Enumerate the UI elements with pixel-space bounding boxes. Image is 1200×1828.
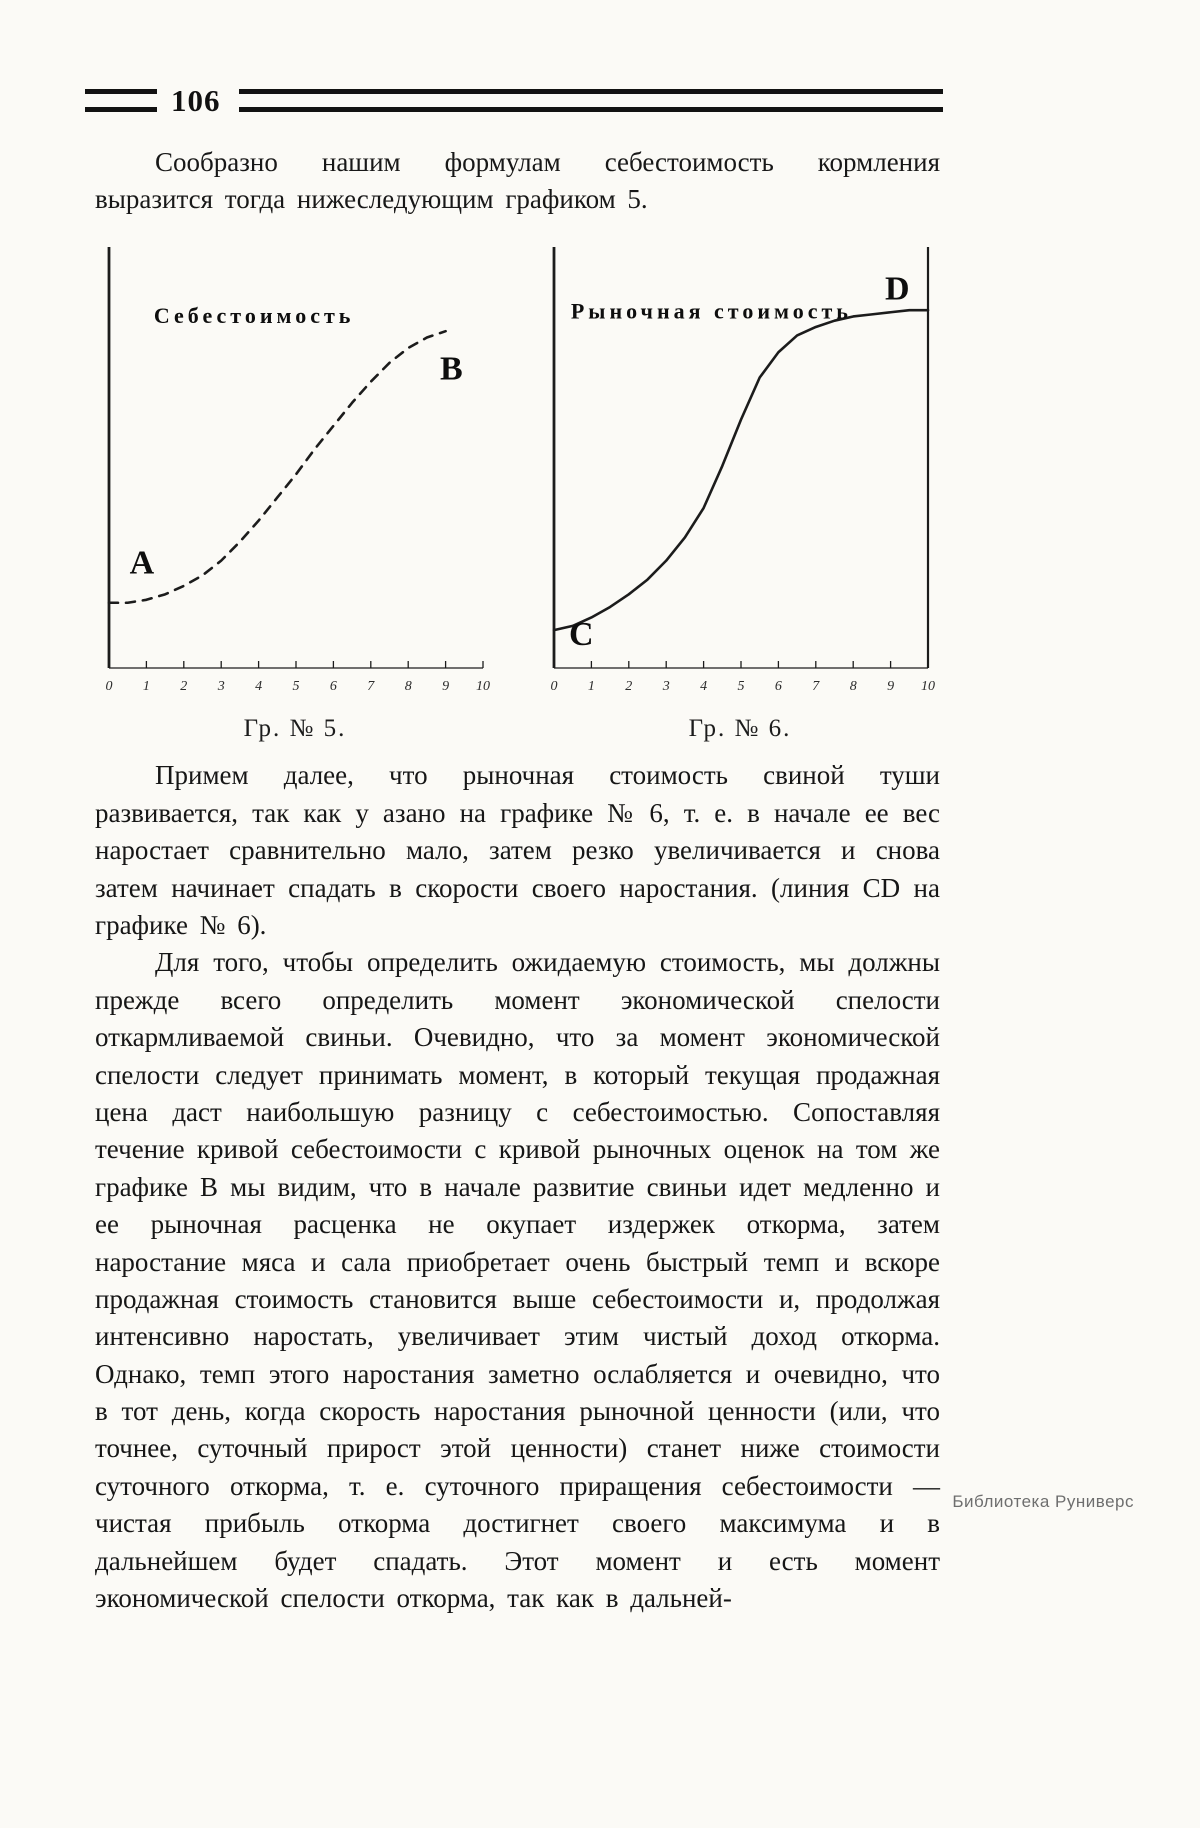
header-rule-left: [85, 89, 157, 112]
cost-curve-chart: [95, 239, 495, 704]
library-watermark: Библиотека Руниверс: [952, 1492, 1134, 1511]
x-tick-label: 9: [442, 679, 450, 695]
chart-6-caption: Гр. № 6.: [688, 715, 792, 743]
point-label-A: A: [129, 544, 155, 582]
x-tick-label: 2: [625, 679, 633, 695]
charts-row: [95, 239, 940, 709]
x-tick-label: 10: [476, 679, 490, 695]
x-tick-label: 4: [255, 679, 263, 695]
x-tick-label: 0: [550, 679, 558, 695]
x-tick-label: 7: [812, 679, 820, 695]
x-tick-label: 3: [662, 679, 670, 695]
chart-title: Рыночная стоимость: [570, 299, 852, 325]
x-tick-label: 10: [921, 679, 935, 695]
chart-5-caption: Гр. № 5.: [243, 715, 347, 743]
chart-figure-5: [95, 239, 495, 709]
x-tick-label: 2: [180, 679, 188, 695]
body-paragraph-1: Примем далее, что рыночная стоимость свиной туши развивается, так как у азано на графике № 6, т. е. в начале ее вес наростает сравнительно мало, затем резко увеличивается и снова затем начинает спадать в скорости своего наростания. (линия CD на графике № 6).: [95, 760, 940, 940]
chart-figure-6: [540, 239, 940, 709]
page-content: [95, 85, 940, 1617]
x-tick-label: 0: [105, 679, 113, 695]
x-tick-label: 6: [774, 679, 782, 695]
body-text: [95, 757, 940, 1617]
point-label-C: C: [568, 616, 594, 654]
x-tick-label: 3: [217, 679, 225, 695]
x-tick-label: 9: [887, 679, 895, 695]
point-label-B: B: [439, 351, 463, 389]
x-tick-label: 7: [367, 679, 375, 695]
curve-rynochnaya-stoimost-CD: [554, 311, 928, 631]
x-tick-label: 5: [292, 679, 300, 695]
captions-row: [95, 715, 940, 743]
x-tick-label: 5: [737, 679, 745, 695]
body-paragraph-2: Для того, чтобы определить ожидаемую стоимость, мы должны прежде всего определить момент экономической спелости откармливаемой свиньи. Очевидно, что за момент экономической спелости следует принимать момент, в который текущая продажная цена даст наибольшую разницу с себестоимостью. Сопоставляя течение кривой себестоимости с кривой рыночных оценок на том же графике В мы видим, что в начале развитие свиньи идет медленно и ее рыночная расценка не окупает издержек откорма, затем наростание мяса и сала приобретает очень быстрый темп и вскоре продажная стоимость становится выше себестоимости и, продолжая интенсивно наростать, увеличивает этим чистый доход откорма. Однако, темп этого наростания заметно ослабляется и очевидно, что в тот день, когда скорость наростания рыночной ценности (или, что точнее, суточный прирост этой ценности) станет ниже стоимости суточного откорма, т. е. суточного приращения себестоимости — чистая прибыль откорма достигнет своего максимума и в дальнейшем будет спадать. Этот момент и есть момент экономической спелости откорма, так как в дальней-: [95, 947, 940, 1614]
x-tick-label: 6: [329, 679, 337, 695]
x-tick-label: 1: [142, 679, 150, 695]
x-tick-label: 1: [587, 679, 595, 695]
curve-sebestoimost-AB: [109, 332, 446, 604]
chart-title: Себестоимость: [153, 303, 355, 329]
point-label-D: D: [884, 271, 910, 309]
x-tick-label: 8: [849, 679, 857, 695]
x-tick-label: 4: [700, 679, 708, 695]
page-number: 106: [171, 83, 221, 118]
market-value-chart: [540, 239, 940, 704]
x-tick-label: 8: [404, 679, 412, 695]
header-rule-right: [239, 89, 944, 112]
intro-paragraph: Сообразно нашим формулам себестоимость кормления выразится тогда нижеследующим графиком 5.: [95, 147, 940, 214]
page-header: [85, 85, 943, 116]
